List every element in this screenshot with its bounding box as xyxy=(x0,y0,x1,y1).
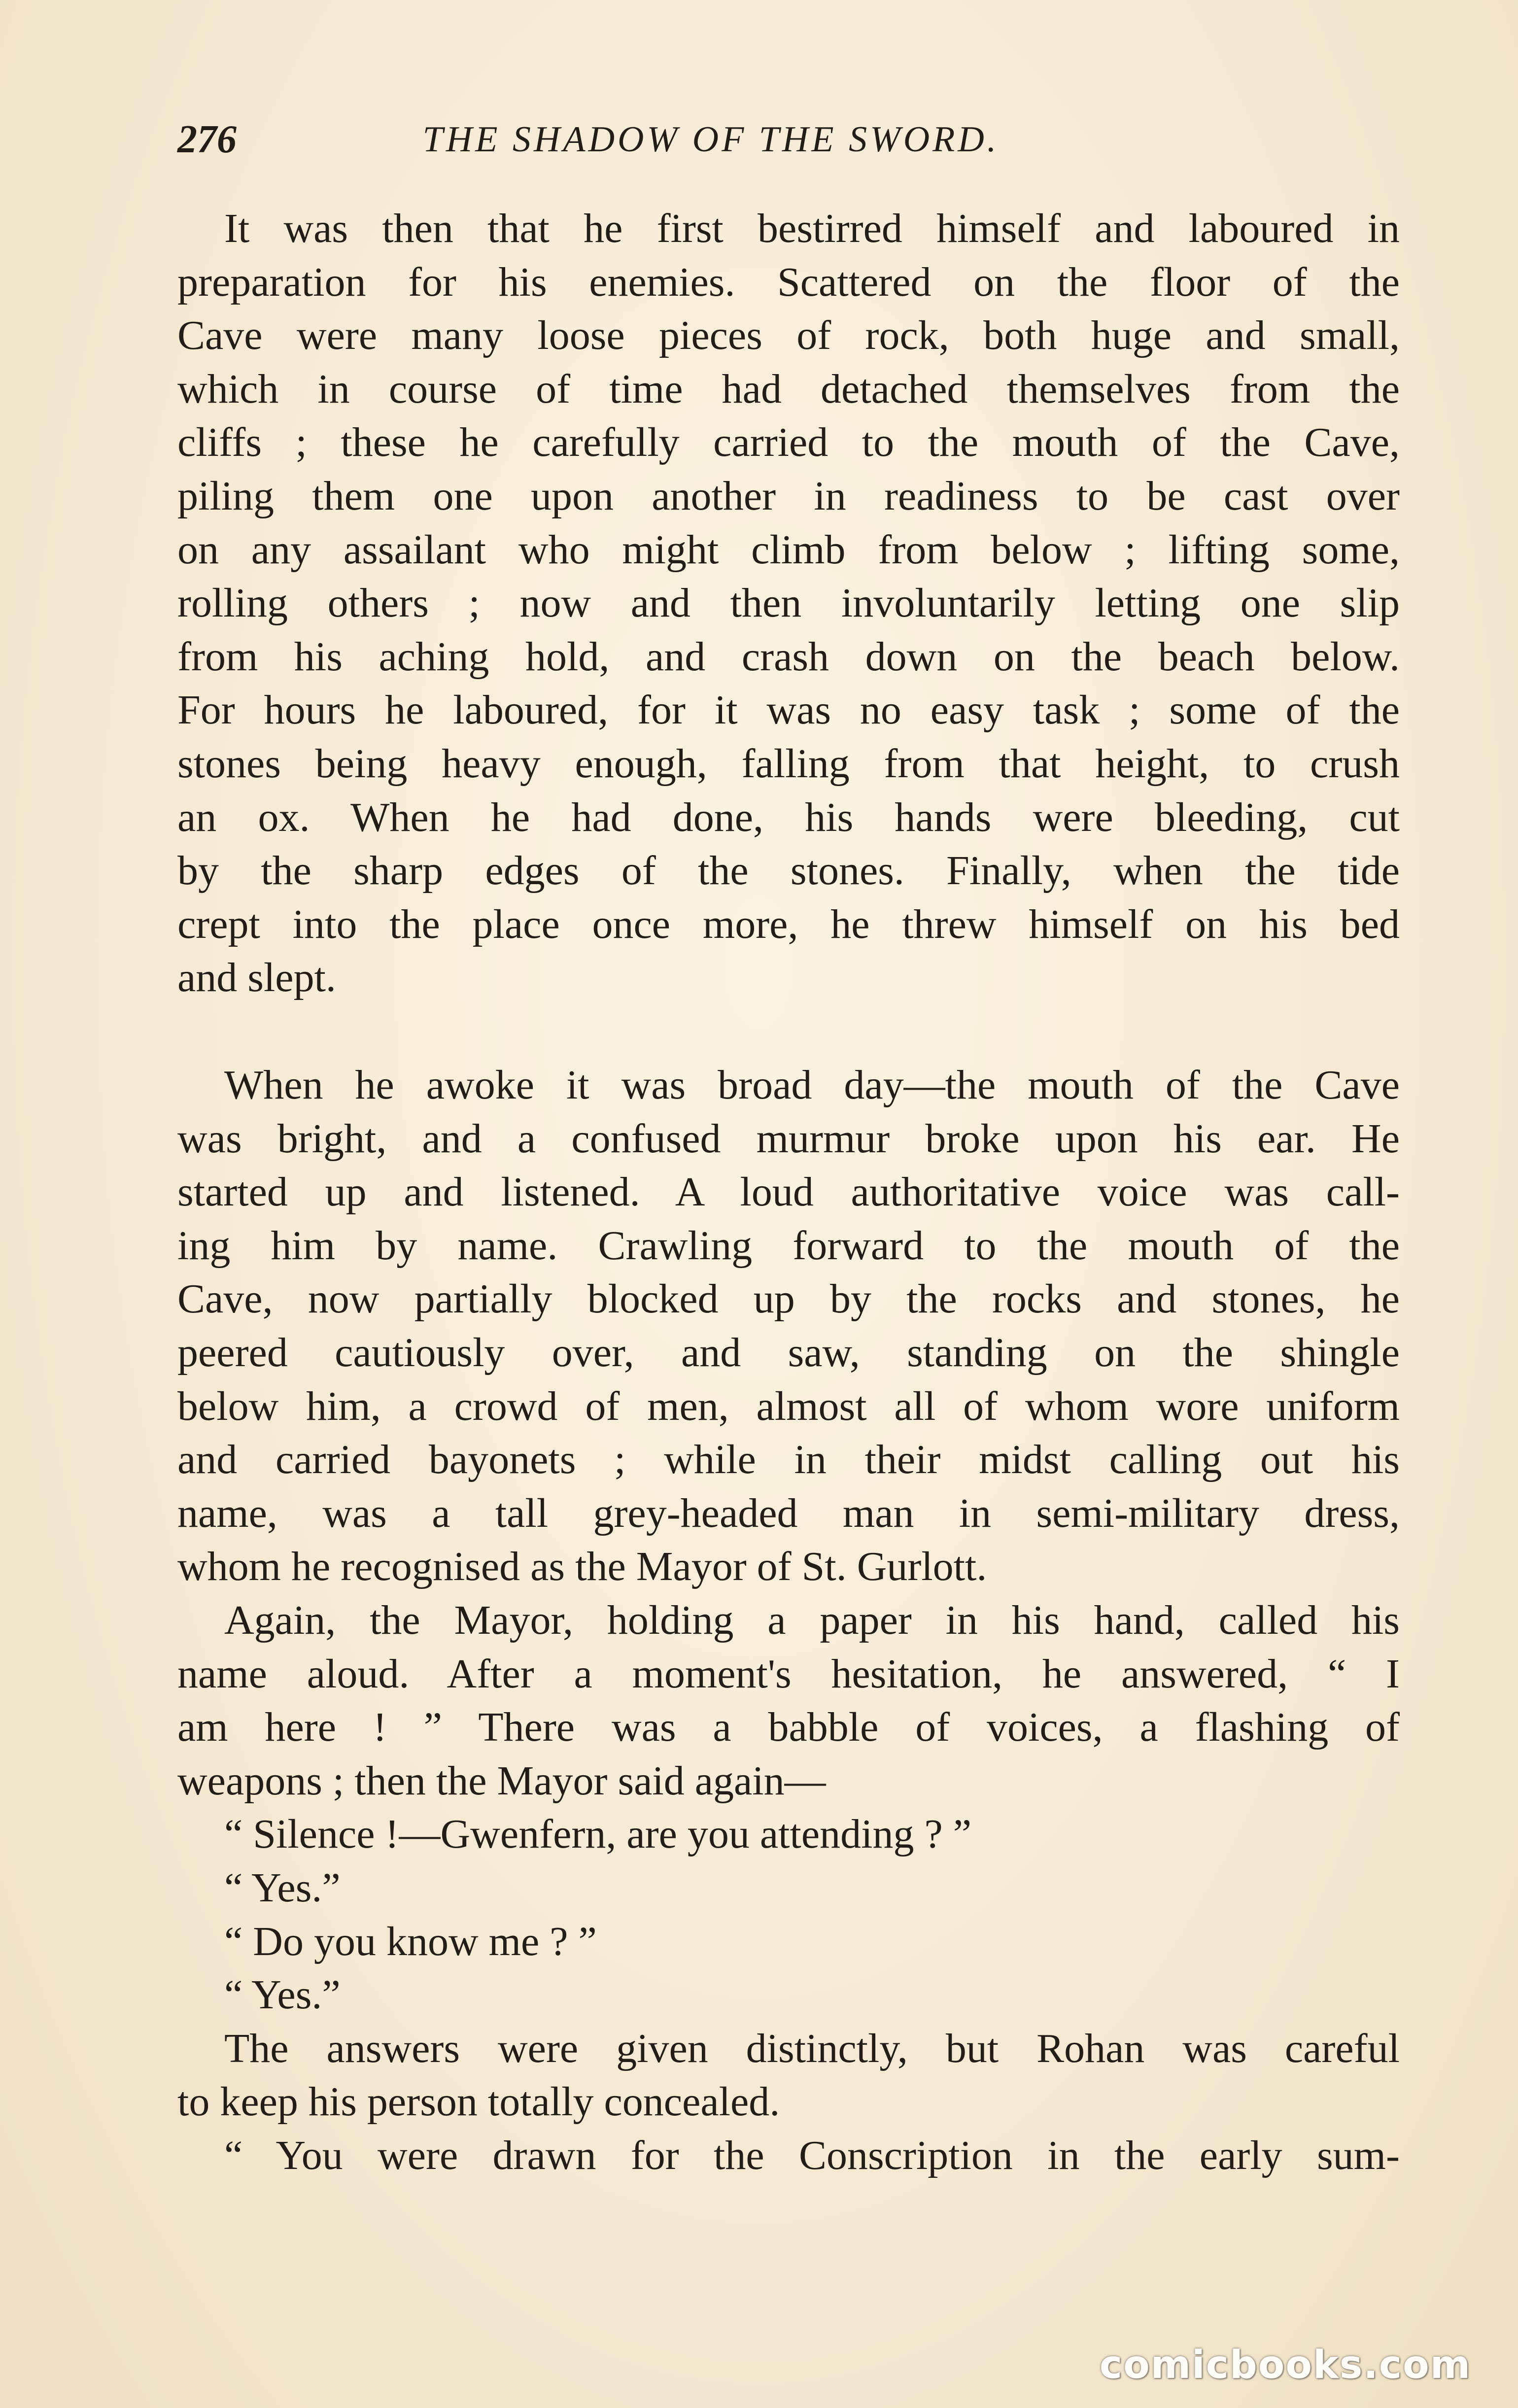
text-line: name aloud. After a moment's hesitation, he answered, “ I xyxy=(177,1651,1400,1697)
page-number: 276 xyxy=(177,118,237,161)
text-line: cliffs ; these he carefully carried to the mouth of the Cave, xyxy=(177,419,1400,466)
text-line: and slept. xyxy=(177,955,336,1001)
text-line: to keep his person totally concealed. xyxy=(177,2079,780,2125)
text-line: Cave were many loose pieces of rock, both huge and small, xyxy=(177,312,1400,359)
text-line: The answers were given distinctly, but Rohan was careful xyxy=(224,2025,1400,2071)
paragraph-1 xyxy=(177,202,1400,1005)
text-line: “ Do you know me ? ” xyxy=(224,1918,597,1964)
text-line: “ Yes.” xyxy=(224,1864,341,1911)
text-line: “ You were drawn for the Conscription in the early sum- xyxy=(224,2132,1400,2178)
watermark: comicbooks.com xyxy=(1099,2343,1471,2387)
paragraph-2 xyxy=(177,1059,1400,2182)
text-line: When he awoke it was broad day—the mouth of the Cave xyxy=(224,1062,1400,1108)
text-line: am here ! ” There was a babble of voices, a flashing of xyxy=(177,1704,1400,1751)
text-line: stones being heavy enough, falling from that height, to crush xyxy=(177,740,1400,787)
text-line: peered cautiously over, and saw, standing on the shingle xyxy=(177,1329,1400,1376)
text-line: whom he recognised as the Mayor of St. Gurlott. xyxy=(177,1544,987,1590)
text-line: an ox. When he had done, his hands were bleeding, cut xyxy=(177,794,1400,840)
text-line: piling them one upon another in readiness to be cast over xyxy=(177,473,1400,519)
running-title: THE SHADOW OF THE SWORD. xyxy=(422,119,1000,160)
text-line: from his aching hold, and crash down on the beach below. xyxy=(177,633,1400,680)
text-line: on any assailant who might climb from below ; lifting some, xyxy=(177,526,1400,573)
text-line: rolling others ; now and then involuntarily letting one slip xyxy=(177,580,1400,626)
text-line: was bright, and a confused murmur broke upon his ear. He xyxy=(177,1115,1400,1162)
text-line: “ Silence !—Gwenfern, are you attending ? ” xyxy=(224,1811,972,1858)
text-line: and carried bayonets ; while in their midst calling out his xyxy=(177,1437,1400,1483)
text-line: For hours he laboured, for it was no easy task ; some of the xyxy=(177,687,1400,733)
running-head xyxy=(177,112,1166,167)
text-line: crept into the place once more, he threw himself on his bed xyxy=(177,901,1400,947)
text-line: Cave, now partially blocked up by the rocks and stones, he xyxy=(177,1276,1400,1322)
text-line: ing him by name. Crawling forward to the mouth of the xyxy=(177,1222,1400,1269)
text-line: started up and listened. A loud authoritative voice was call- xyxy=(177,1169,1400,1215)
text-line: preparation for his enemies. Scattered on the floor of the xyxy=(177,259,1400,305)
text-line: Again, the Mayor, holding a paper in his hand, called his xyxy=(224,1597,1400,1643)
text-line: name, was a tall grey-headed man in semi-military dress, xyxy=(177,1490,1400,1536)
text-line: “ Yes.” xyxy=(224,1972,341,2018)
text-line: below him, a crowd of men, almost all of whom wore uniform xyxy=(177,1383,1400,1429)
text-line: It was then that he first bestirred himself and laboured in xyxy=(224,206,1400,251)
text-line: which in course of time had detached themselves from the xyxy=(177,366,1400,412)
text-line: weapons ; then the Mayor said again— xyxy=(177,1757,826,1804)
text-line: by the sharp edges of the stones. Finally, when the tide xyxy=(177,848,1400,894)
